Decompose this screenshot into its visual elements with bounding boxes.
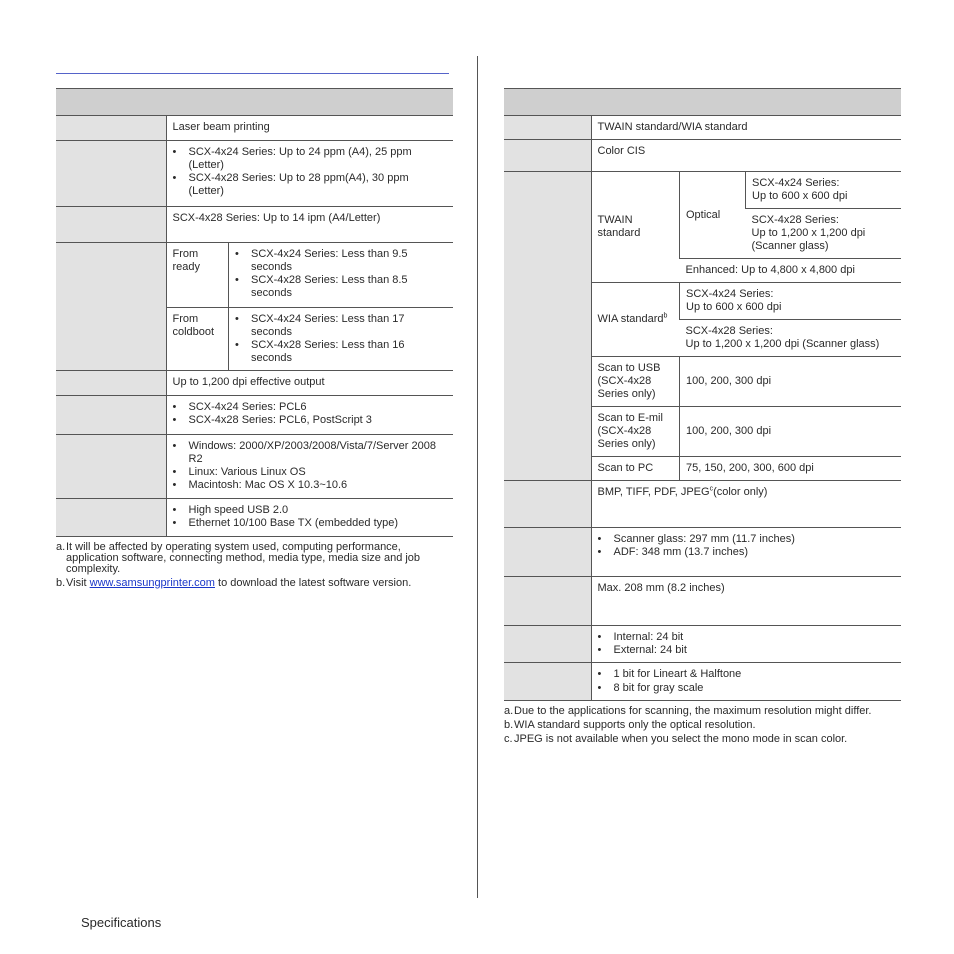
optical-4x24-value: SCX-4x24 Series: Up to 600 x 600 dpi (746, 172, 902, 209)
table-row (504, 577, 901, 626)
table-row (504, 528, 901, 577)
row-label (504, 528, 591, 577)
row-label (504, 172, 591, 481)
list-item: • SCX-4x24 Series: Up to 24 ppm (A4), 25 ppm (Letter) (189, 146, 448, 172)
list-item: • Linux: Various Linux OS (189, 466, 448, 479)
header-description (166, 89, 453, 116)
from-coldboot-list (235, 313, 447, 365)
table-row (56, 371, 453, 396)
table-row (504, 626, 901, 663)
list-item: • SCX-4x28 Series: PCL6, PostScript 3 (189, 414, 448, 427)
table-row (56, 141, 453, 207)
footnote (504, 706, 901, 717)
footnote-ref: c (709, 485, 714, 493)
table-row (167, 243, 454, 307)
list-item: • Windows: 2000/XP/2003/2008/Vista/7/Server 2008 R2 (189, 440, 448, 466)
table-row (504, 172, 901, 481)
scan-email-value: 100, 200, 300 dpi (680, 407, 902, 457)
table-row (504, 663, 901, 701)
footnote-mark: b. (56, 577, 66, 589)
header-item (504, 89, 591, 116)
scan-width-value: Max. 208 mm (8.2 inches) (591, 577, 901, 626)
row-label (504, 140, 591, 172)
scan-usb-label: Scan to USB (SCX-4x28 Series only) (592, 357, 680, 407)
footnote-mark: a. (504, 705, 514, 717)
wia-label: WIA standard (597, 313, 664, 325)
optical-4x28-value: SCX-4x28 Series: Up to 1,200 x 1,200 dpi (Scanner glass) (746, 209, 902, 259)
row-label (504, 577, 591, 626)
print-spec-column (56, 72, 453, 592)
scan-spec-column (504, 88, 901, 748)
row-label (56, 116, 166, 141)
table-row (592, 172, 902, 209)
scan-usb-value: 100, 200, 300 dpi (680, 357, 902, 407)
wia-4x28-value: SCX-4x28 Series: Up to 1,200 x 1,200 dpi (Scanner glass) (680, 320, 902, 357)
footnote-ref: b (663, 312, 668, 320)
row-label (504, 481, 591, 528)
footnote-text: It will be affected by operating system used, computing performance, application software, connecting method, media type, media size and job complexity. (66, 541, 421, 575)
interface-list (173, 504, 448, 530)
list-item: • High speed USB 2.0 (189, 504, 448, 517)
list-item: • SCX-4x24 Series: PCL6 (189, 401, 448, 414)
row-label (56, 207, 166, 243)
list-item: • 1 bit for Lineart & Halftone (614, 668, 896, 681)
scan-pc-label: Scan to PC (592, 457, 680, 481)
table-row (56, 243, 453, 371)
compatibility-value: TWAIN standard/WIA standard (591, 116, 901, 140)
row-label (56, 141, 166, 207)
list-item: • SCX-4x28 Series: Up to 28 ppm(A4), 30 ppm (Letter) (189, 172, 448, 198)
column-divider (477, 56, 478, 898)
footnote-text: Visit (66, 577, 90, 589)
table-row (56, 207, 453, 243)
row-label (56, 435, 166, 499)
os-list (173, 440, 448, 492)
print-resolution-value: Up to 1,200 dpi effective output (166, 371, 453, 396)
table-row (504, 140, 901, 172)
list-item: • ADF: 348 mm (13.7 inches) (614, 546, 896, 559)
footnote (504, 734, 901, 745)
scan-method-value: Color CIS (591, 140, 901, 172)
row-label (56, 243, 166, 371)
footnote-text: WIA standard supports only the optical resolution. (514, 719, 756, 731)
row-label (56, 396, 166, 435)
table-row (592, 407, 902, 457)
list-item: • SCX-4x28 Series: Less than 16 seconds (251, 339, 447, 365)
first-print-subtable (167, 243, 454, 370)
row-label (504, 626, 591, 663)
twain-label: TWAIN standard (597, 214, 641, 239)
print-spec-table (56, 88, 453, 537)
row-label (504, 663, 591, 701)
mono-depth-list (598, 668, 896, 695)
samsung-website-link[interactable]: www.samsungprinter.com (89, 577, 215, 589)
list-item: • SCX-4x28 Series: Less than 8.5 seconds (251, 274, 447, 300)
footnotes (56, 542, 453, 589)
table-row (167, 307, 454, 370)
footnote-mark: a. (56, 541, 66, 553)
scan-resolution-subtable (592, 172, 902, 480)
scan-pc-value: 75, 150, 200, 300, 600 dpi (680, 457, 902, 481)
list-item: • Internal: 24 bit (614, 631, 896, 644)
scan-spec-table (504, 88, 901, 701)
footnote-text: Due to the applications for scanning, the maximum resolution might differ. (514, 705, 872, 717)
footnotes (504, 706, 901, 745)
table-header-row (56, 89, 453, 116)
table-row (592, 283, 902, 320)
wia-4x24-value: SCX-4x24 Series: Up to 600 x 600 dpi (680, 283, 902, 320)
list-item: • Scanner glass: 297 mm (11.7 inches) (614, 533, 896, 546)
table-row (592, 357, 902, 407)
table-row (592, 457, 902, 481)
file-format-value: BMP, TIFF, PDF, JPEG (597, 486, 710, 498)
page-footer: Specifications (81, 915, 162, 930)
header-description (591, 89, 901, 116)
footnote-text: JPEG is not available when you select the mono mode in scan color. (514, 733, 848, 745)
optical-label: Optical (680, 172, 746, 259)
list-item: • Ethernet 10/100 Base TX (embedded type) (189, 517, 448, 530)
row-label (504, 116, 591, 140)
list-item: • Macintosh: Mac OS X 10.3~10.6 (189, 479, 448, 492)
row-label (56, 371, 166, 396)
footnote (56, 578, 453, 589)
row-label (56, 499, 166, 537)
emulation-list (173, 401, 448, 427)
footnote (56, 542, 453, 575)
scan-email-label: Scan to E-mil (SCX-4x28 Series only) (592, 407, 680, 457)
table-row (56, 499, 453, 537)
list-item: • 8 bit for gray scale (614, 682, 896, 695)
color-depth-list (598, 631, 896, 657)
scan-length-list (598, 533, 896, 559)
list-item: • SCX-4x24 Series: Less than 9.5 seconds (251, 248, 447, 274)
list-item: • SCX-4x24 Series: Less than 17 seconds (251, 313, 447, 339)
table-row (56, 435, 453, 499)
from-coldboot-label: From coldboot (167, 307, 229, 370)
table-row (504, 481, 901, 528)
file-format-note: (color only) (713, 486, 768, 498)
from-ready-label: From ready (172, 248, 201, 273)
print-method-value: Laser beam printing (166, 116, 453, 141)
enhanced-value: Enhanced: Up to 4,800 x 4,800 dpi (680, 259, 902, 283)
header-item (56, 89, 166, 116)
footnote-mark: c. (504, 733, 513, 745)
footnote-mark: b. (504, 719, 514, 731)
list-item: • External: 24 bit (614, 644, 896, 657)
footnote (504, 720, 901, 731)
footnote-text: to download the latest software version. (214, 577, 412, 589)
table-row (504, 116, 901, 140)
from-ready-list (235, 248, 447, 300)
table-row (56, 116, 453, 141)
duplex-speed-value: SCX-4x28 Series: Up to 14 ipm (A4/Letter) (166, 207, 453, 243)
table-row (56, 396, 453, 435)
table-header-row (504, 89, 901, 116)
print-speed-list (173, 146, 448, 198)
